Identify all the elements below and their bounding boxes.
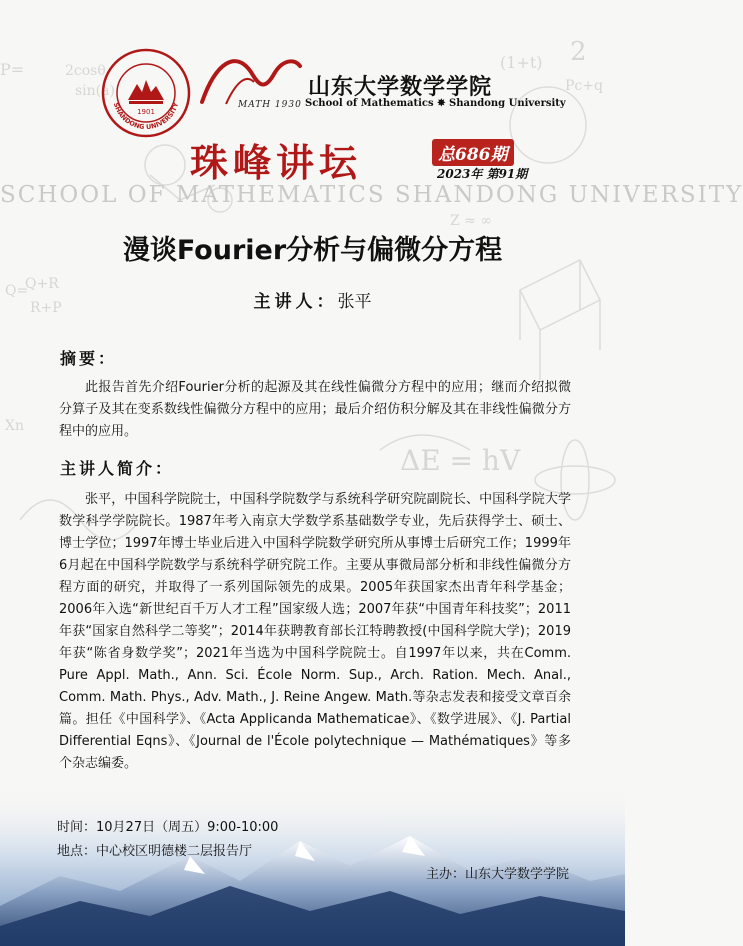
bg-formula: 2cosθ bbox=[65, 63, 106, 79]
bg-formula: Q= bbox=[5, 283, 29, 299]
bg-formula: (1+t) bbox=[500, 53, 543, 72]
bg-formula: Z ≈ ∞ bbox=[450, 213, 493, 229]
speaker-line bbox=[0, 287, 625, 312]
total-issue-badge: 总686期 bbox=[432, 139, 514, 166]
bio-text: 张平，中国科学院院士，中国科学院数学与系统科学研究院副院长、中国科学院大学数学科学学院院长。1987年考入南京大学数学系基础数学专业，先后获得学士、硕士、博士学位；1997年博士毕业后进入中国科学院数学研究所从事博士后研究工作；1999年6月起在中国科学院数学与系统科学研究院工作。主要从事微局部分析和非线性偏微分方程方面的研究，并取得了一系列国际领先的成果。2005年获国家杰出青年科学基金；2006年入选“新世纪百千万人才工程”国家级人选；2007年获“中国青年科技奖”；2011年获“国家自然科学二等奖”；2014年获聘教育部长江特聘教授(中国科学院大学)；2019年获“陈省身数学奖”；2021年当选为中国科学院院士。自1997年以来，共在Comm. Pure Appl. Math., Ann. Sci. École Norm. Sup., Arch. Ration. Mech. Anal., Comm. Math. Phys., Adv. Math., J. Reine Angew. Math.等杂志发表和接受文章百余篇。担任《中国科学》、《Acta Applicanda Mathematicae》、《数学进展》、《J. Partial Differential Eqns》、《Journal de l'École polytechnique — Mathématiques》等多个杂志编委。 bbox=[59, 492, 571, 771]
seal-year: 1901 bbox=[137, 108, 155, 116]
event-place: 地点：中心校区明德楼二层报告厅 bbox=[57, 844, 253, 859]
university-seal-logo bbox=[101, 48, 191, 138]
school-watermark-text: SCHOOL OF MATHEMATICS SHANDONG UNIVERSITY bbox=[0, 182, 743, 208]
event-time: 时间：10月27日（周五）9:00-10:00 bbox=[57, 820, 279, 835]
year-issue-label: 2023年 第91期 bbox=[437, 167, 528, 181]
school-name-english: School of Mathematics ✸ Shandong University bbox=[305, 98, 566, 109]
math-1930-mark: MATH 1930 bbox=[238, 100, 302, 110]
abstract-heading: 摘要： bbox=[60, 349, 118, 368]
bg-formula: Xn bbox=[5, 418, 24, 434]
bg-formula: 2 bbox=[570, 37, 587, 67]
seal-text: SHANDONG UNIVERSITY bbox=[111, 101, 181, 132]
forum-title: 珠峰讲坛 bbox=[190, 140, 363, 185]
school-name-chinese: 山东大学数学学院 bbox=[308, 74, 493, 100]
speaker-name: 张平 bbox=[337, 292, 372, 312]
bg-formula: sin(a) bbox=[75, 83, 115, 99]
svg-text:SHANDONG UNIVERSITY bbox=[112, 101, 180, 131]
abstract-text: 此报告首先介绍Fourier分析的起源及其在线性偏微分方程中的应用；继而介绍拟微分算子及其在变系数线性偏微分方程中的应用；最后介绍仿积分解及其在非线性偏微分方程中的应用。 bbox=[59, 380, 571, 439]
bg-formula: Q+R bbox=[25, 276, 59, 292]
bio-heading: 主讲人简介： bbox=[60, 459, 175, 478]
talk-title: 漫谈Fourier分析与偏微分方程 bbox=[122, 235, 503, 266]
event-host: 主办：山东大学数学学院 bbox=[425, 867, 569, 882]
speaker-label: 主讲人： bbox=[253, 292, 338, 312]
bg-formula: P= bbox=[0, 60, 25, 79]
bg-formula: Pc+q bbox=[565, 78, 603, 94]
bg-formula: R+P bbox=[30, 300, 62, 316]
bg-formula: ΔE = hV bbox=[400, 444, 521, 477]
